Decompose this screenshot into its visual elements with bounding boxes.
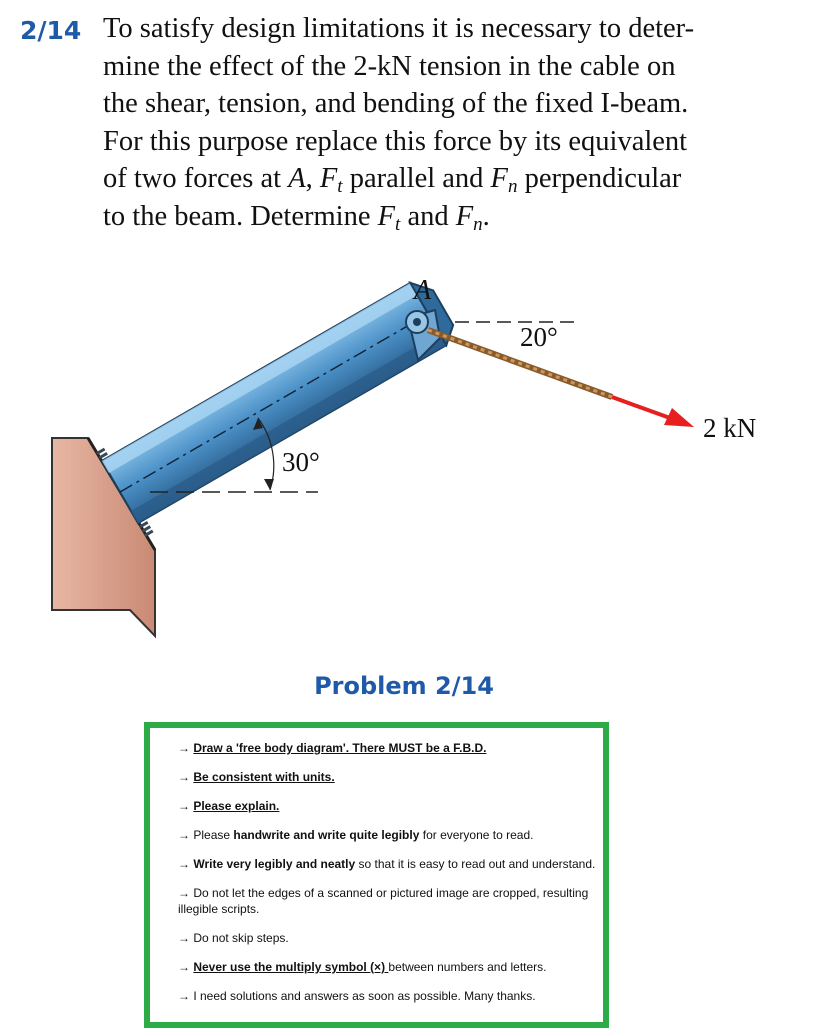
note-text: between numbers and letters.	[388, 960, 547, 974]
note-item	[178, 959, 597, 975]
problem-line-1: To satisfy design limitations it is necessary to deter-	[103, 13, 695, 44]
text-fragment: parallel and	[342, 163, 491, 195]
note-text: Do not skip steps.	[193, 931, 289, 945]
arrow-icon: →	[178, 741, 190, 755]
subscript-t: t	[337, 176, 343, 198]
cable-angle-label: 20°	[520, 322, 558, 352]
arrow-icon: →	[178, 960, 190, 974]
problem-line-6	[103, 198, 803, 236]
subscript-t: t	[395, 213, 401, 235]
point-A-label: A	[414, 275, 432, 306]
subscript-n: n	[507, 176, 518, 198]
note-emphasis: Be consistent with units.	[193, 770, 335, 784]
force-arrow-head	[664, 408, 694, 427]
arrow-icon: →	[178, 857, 190, 871]
instructions-box	[144, 722, 609, 1028]
note-text: so that it is easy to read out and understand.	[355, 857, 596, 871]
text-fragment: perpendicular	[517, 163, 682, 195]
problem-statement	[103, 10, 803, 236]
arrow-icon: →	[178, 828, 190, 842]
arrow-icon: →	[178, 799, 190, 813]
note-item	[178, 856, 597, 872]
note-item	[178, 930, 597, 946]
note-emphasis: Draw a 'free body diagram'. There MUST be a F.B.D.	[193, 741, 487, 755]
note-item	[178, 740, 597, 756]
text-fragment: .	[482, 200, 490, 232]
force-label: 2 kN	[703, 413, 757, 443]
note-item	[178, 885, 597, 917]
problem-line-3: the shear, tension, and bending of the fixed I-beam.	[103, 88, 689, 120]
i-beam	[102, 275, 460, 523]
symbol-F: F	[319, 163, 338, 195]
text-fragment: to the beam. Determine	[103, 200, 378, 232]
note-bold: handwrite and write quite legibly	[233, 828, 420, 842]
note-emphasis: Never use the multiply symbol (×)	[193, 960, 389, 974]
text-fragment: and	[400, 200, 456, 232]
note-text: I need solutions and answers as soon as possible. Many thanks.	[193, 989, 536, 1003]
text-fragment: of two forces at	[103, 163, 289, 195]
symbol-A: A	[288, 163, 306, 195]
arrow-icon: →	[178, 931, 190, 945]
beam-angle-label: 30°	[282, 447, 320, 477]
force-arrow-shaft	[612, 397, 670, 418]
note-item	[178, 769, 597, 785]
text-fragment: ,	[305, 163, 320, 195]
note-text: Do not let the edges of a scanned or pictured image are cropped, resulting illegible scripts.	[178, 886, 589, 916]
note-item	[178, 827, 597, 843]
arrow-icon: →	[178, 989, 190, 1003]
symbol-F: F	[377, 200, 396, 232]
note-bold: Write very legibly and neatly	[193, 857, 356, 871]
problem-number: 2/14	[20, 16, 82, 45]
subscript-n: n	[473, 213, 483, 235]
figure-caption: Problem 2/14	[314, 672, 494, 700]
problem-line-2: mine the effect of the 2-kN tension in the cable on	[103, 50, 676, 82]
note-text: for everyone to read.	[419, 828, 534, 842]
problem-line-4: For this purpose replace this force by its equivalent	[103, 125, 688, 157]
note-item	[178, 988, 597, 1004]
pin-center	[413, 318, 421, 326]
problem-line-5	[103, 160, 803, 198]
beam-figure	[0, 260, 831, 640]
note-emphasis: Please explain.	[193, 799, 280, 813]
arrow-icon: →	[178, 770, 190, 784]
arrow-icon: →	[178, 886, 190, 900]
arc-arrowhead-bottom	[264, 479, 274, 490]
note-item	[178, 798, 597, 814]
symbol-F: F	[490, 163, 508, 195]
note-text: Please	[193, 828, 234, 842]
symbol-F: F	[455, 200, 474, 232]
